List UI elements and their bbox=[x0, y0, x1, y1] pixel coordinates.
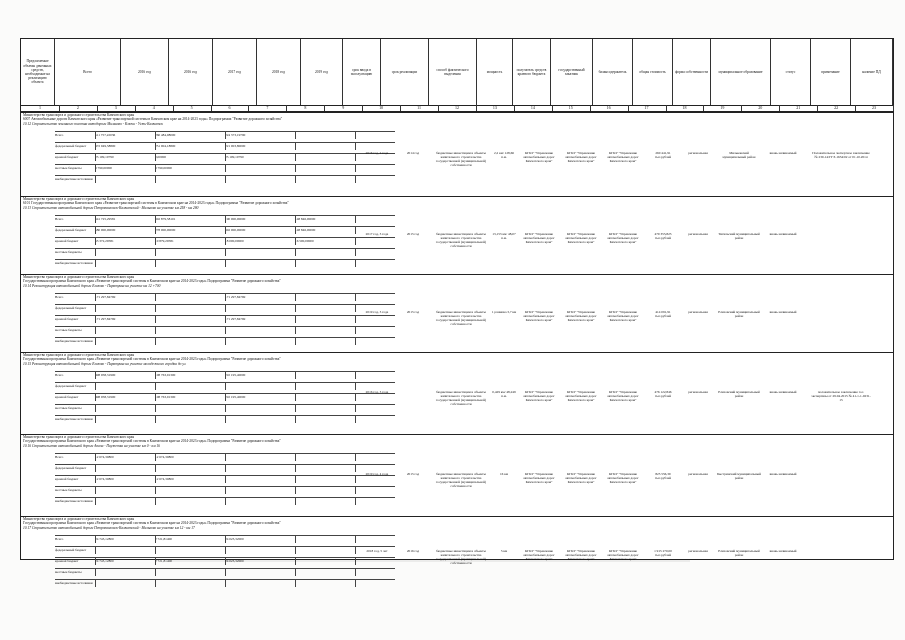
funding-source: местные бюджеты bbox=[55, 406, 82, 410]
funding-row bbox=[55, 404, 395, 412]
funding-source: краевой бюджет bbox=[55, 239, 79, 243]
term-cell: 2016 год, 3 года bbox=[365, 390, 389, 394]
header-cell: примечание bbox=[811, 39, 851, 105]
funding-source: местные бюджеты bbox=[55, 250, 82, 254]
program-line: Государственная программа Камчатского края «Развитие транспортной системы в Камчатском крае на 2014-2023 годы» Подпрограмма "Развитие дорожного хозяйства" bbox=[23, 279, 281, 283]
holder-cell: КГКУ "Управление автомобильных дорог Камчатского края" bbox=[607, 310, 639, 322]
funding-source: внебюджетные источники bbox=[55, 261, 93, 265]
column-number: 7 bbox=[248, 105, 287, 111]
program-line: 6007 Автомобильные дороги Камчатского края «Развитие транспортной системы в Камчатском крае на 2014-2023 годы» Подпрограмма "Развитие дорожного хозяйства" bbox=[23, 117, 283, 121]
municipality-cell: Мильковский муниципальный район bbox=[722, 151, 756, 159]
funding-amount: 0,00000 bbox=[155, 155, 167, 159]
capacity-cell: 16 км bbox=[499, 472, 509, 476]
cost-cell: 260 441,91 тыс.рублей bbox=[654, 151, 672, 159]
funding-row bbox=[55, 215, 395, 223]
holder-cell: КГКУ "Управление автомобильных дорог Камчатского края" bbox=[607, 390, 639, 402]
column-number: 21 bbox=[779, 105, 818, 111]
column-number: 18 bbox=[666, 105, 705, 111]
capacity-cell: 13,153 км/ 48,07 п.м. bbox=[492, 232, 516, 240]
recipient-cell: КГКУ "Управление автомобильных дорог Камчатского края" bbox=[523, 549, 555, 561]
project-title: 10.12 Строительство земляного полотна автодороги Мильково - Ключи - Усть-Камчатск bbox=[23, 122, 163, 126]
customer-cell: КГКУ "Управление автомобильных дорог Камчатского края" bbox=[565, 232, 597, 244]
ministry-line: Министерство транспорта и дорожного строительства Камчатского края bbox=[23, 517, 134, 521]
funding-source: федеральный бюджет bbox=[55, 306, 87, 310]
funding-amount: 16 500,00000 bbox=[295, 239, 314, 243]
holder-cell: КГКУ "Управление автомобильных дорог Камчатского края" bbox=[607, 151, 639, 163]
funding-source: внебюджетные источники bbox=[55, 177, 93, 181]
status-cell: вновь начинаемый bbox=[769, 232, 797, 236]
budget-table bbox=[20, 38, 894, 585]
project-title: 10.15 Реконструкция автомобильной дороги Елизово - Паратунка на участке молодежного городка до ул. bbox=[23, 362, 187, 366]
funding-source: местные бюджеты bbox=[55, 328, 82, 332]
column-number: 19 bbox=[703, 105, 742, 111]
funding-source: местные бюджеты bbox=[55, 488, 82, 492]
status-cell: вновь начинаемый bbox=[769, 549, 797, 553]
customer-cell: КГКУ "Управление автомобильных дорог Камчатского края" bbox=[565, 472, 597, 484]
funding-source: краевой бюджет bbox=[55, 477, 79, 481]
funding-source: Всего bbox=[55, 455, 64, 459]
program-section bbox=[21, 434, 893, 517]
funding-amount: 221 003,80000 bbox=[225, 144, 246, 148]
funding-amount: 148 846,00000 bbox=[295, 228, 316, 232]
term-cell: 2019 год, 3 года bbox=[365, 310, 389, 314]
funding-source: Всего bbox=[55, 217, 64, 221]
column-number: 10 bbox=[362, 105, 401, 111]
header-cell: срок реализации bbox=[381, 39, 429, 105]
program-line: Государственная программа Камчатского края «Развитие транспортной системы в Камчатском крае на 2014-2023 годы» Подпрограмма "Развитие дорожного хозяйства" bbox=[23, 439, 281, 443]
funding-source: Всего bbox=[55, 133, 64, 137]
header-cell: Предлагаемые объемы денежных средств, необходимые на реализацию объекта bbox=[21, 39, 55, 105]
ministry-line: Министерство транспорта и дорожного строительства Камчатского края bbox=[23, 113, 134, 117]
funding-amount: 210 195,40000 bbox=[225, 395, 246, 399]
funding-row bbox=[55, 131, 395, 139]
note-cell: положительное заключение гос. экспертизы от 29.04.2015 № 41-1-1-0231-15 bbox=[811, 390, 871, 402]
method-cell: бюджетные инвестиции в объекты капитального строительства государственной (муниципальной) собственности bbox=[435, 310, 487, 326]
column-number: 20 bbox=[741, 105, 780, 111]
capacity-cell: 0,429 км/ 48,249 п.м. bbox=[492, 390, 516, 398]
customer-cell: КГКУ "Управление автомобильных дорог Камчатского края" bbox=[565, 549, 597, 561]
funding-source: местные бюджеты bbox=[55, 570, 82, 574]
capacity-cell: 2,2 км/ 128,66 п.м. bbox=[494, 151, 514, 159]
funding-amount: 10 879,29581 bbox=[155, 239, 174, 243]
funding-amount: 641 725,29581 bbox=[95, 217, 116, 221]
cost-cell: 1 915 270,00 тыс.рублей bbox=[654, 549, 672, 557]
cost-cell: 476 122,846 тыс.рублей bbox=[654, 390, 672, 398]
column-number: 16 bbox=[590, 105, 629, 111]
funding-amount: 8 790,00000 bbox=[155, 166, 172, 170]
funding-amount: 8 790,00000 bbox=[95, 166, 112, 170]
column-numbers bbox=[21, 105, 893, 112]
funding-amount: 23 109,10790 bbox=[225, 155, 244, 159]
funding-source: внебюджетные источники bbox=[55, 581, 93, 585]
header-cell: способ фактического выделения bbox=[429, 39, 477, 105]
funding-amount: 12 674,30800 bbox=[155, 455, 174, 459]
recipient-cell: КГКУ "Управление автомобильных дорог Камчатского края" bbox=[523, 390, 555, 402]
funding-amount: 24 023,32000 bbox=[225, 559, 244, 563]
status-cell: вновь начинаемый bbox=[769, 310, 797, 314]
program-line: Государственная программа Камчатского края «Развитие транспортной системы в Камчатском крае на 2014-2023 годы» Подпрограмма "Развитие дорожного хозяйства" bbox=[23, 521, 281, 525]
header-cell: 2018 год bbox=[257, 39, 301, 105]
ownership-cell: региональная bbox=[688, 310, 708, 314]
term-cell: 2016 год, 2 года bbox=[365, 151, 389, 155]
funding-source: краевой бюджет bbox=[55, 155, 79, 159]
funding-row bbox=[55, 475, 395, 483]
ownership-cell: региональная bbox=[688, 390, 708, 394]
funding-amount: 171 297,84769 bbox=[225, 317, 246, 321]
column-number: 2 bbox=[59, 105, 98, 111]
recipient-cell: КГКУ "Управление автомобильных дорог Камчатского края" bbox=[523, 310, 555, 322]
column-number: 6 bbox=[211, 105, 250, 111]
funding-row bbox=[55, 464, 395, 472]
note-cell: Положительное экспертное заключение № 230-14/ГГЭ-1634/02 от 01.10.2014 bbox=[812, 151, 870, 159]
header-cell: срок ввода в эксплуатацию bbox=[343, 39, 381, 105]
funding-row bbox=[55, 304, 395, 312]
funding-amount: 171 297,84769 bbox=[95, 317, 116, 321]
header-cell: Всего bbox=[55, 39, 121, 105]
funding-amount: 18 000,00000 bbox=[225, 239, 244, 243]
customer-cell: КГКУ "Управление автомобильных дорог Камчатского края" bbox=[565, 310, 597, 322]
funding-amount: 24 743,12800 bbox=[95, 537, 114, 541]
funding-amount: 511 757,22036 bbox=[95, 133, 116, 137]
funding-row bbox=[55, 382, 395, 390]
funding-amount: 190 000,00000 bbox=[225, 217, 246, 221]
funding-row bbox=[55, 415, 395, 423]
funding-row bbox=[55, 546, 395, 554]
ministry-line: Министерство транспорта и дорожного строительства Камчатского края bbox=[23, 197, 134, 201]
funding-amount: 210 195,40000 bbox=[225, 373, 246, 377]
funding-row bbox=[55, 142, 395, 150]
project-title: 10.16 Строительство автомобильной дороги Апача - Паужетка на участке км 0 - км 16 bbox=[23, 444, 160, 448]
funding-row bbox=[55, 497, 395, 505]
header-cell: 2016 год bbox=[121, 39, 169, 105]
municipality-cell: Тигильский муниципальный район bbox=[718, 232, 760, 240]
funding-source: федеральный бюджет bbox=[55, 228, 87, 232]
funding-amount: 24 743,12800 bbox=[95, 559, 114, 563]
ministry-line: Министерство транспорта и дорожного строительства Камчатского края bbox=[23, 275, 134, 279]
funding-amount: 498 958,31900 bbox=[95, 395, 116, 399]
term-cell: 2017 год, 3 года bbox=[365, 232, 389, 236]
term-cell: 2018 год, 5 лет bbox=[366, 549, 388, 553]
program-section bbox=[21, 274, 893, 353]
funding-amount: 171 297,84769 bbox=[95, 295, 116, 299]
ownership-cell: региональная bbox=[688, 151, 708, 155]
table-header bbox=[21, 39, 893, 106]
header-cell: муниципальное образование bbox=[711, 39, 771, 105]
municipality-cell: Елизовский муниципальный район bbox=[718, 549, 760, 557]
funding-row bbox=[55, 535, 395, 543]
header-cell: государственный заказчик bbox=[551, 39, 593, 105]
funding-amount: 251 904,18800 bbox=[155, 144, 176, 148]
column-number: 12 bbox=[438, 105, 477, 111]
funding-amount: 224 373,19790 bbox=[225, 133, 246, 137]
program-section bbox=[21, 196, 893, 275]
period-cell: 2015 год bbox=[406, 472, 420, 476]
column-number: 9 bbox=[324, 105, 363, 111]
funding-source: федеральный бюджет bbox=[55, 548, 87, 552]
column-number: 8 bbox=[286, 105, 325, 111]
funding-amount: 108 763,91300 bbox=[155, 395, 176, 399]
program-section bbox=[21, 352, 893, 435]
capacity-cell: 1 развязка 3,7 км bbox=[491, 310, 517, 314]
capacity-cell: 5 км bbox=[500, 549, 508, 553]
project-title: 10.14 Реконструкция автомобильной дороги Елизово - Паратунка на участке км 12 +700 bbox=[23, 284, 161, 288]
funding-row bbox=[55, 153, 395, 161]
funding-amount: 498 958,31900 bbox=[95, 373, 116, 377]
funding-source: внебюджетные источники bbox=[55, 339, 93, 343]
header-cell: балансодержатель bbox=[593, 39, 633, 105]
ministry-line: Министерство транспорта и дорожного строительства Камчатского края bbox=[23, 353, 134, 357]
holder-cell: КГКУ "Управление автомобильных дорог Камчатского края" bbox=[607, 232, 639, 244]
funding-row bbox=[55, 568, 395, 576]
program-section bbox=[21, 516, 893, 589]
period-cell: 2015 год bbox=[406, 310, 420, 314]
cost-cell: 479 355,823 тыс.рублей bbox=[654, 232, 672, 240]
funding-source: Всего bbox=[55, 295, 64, 299]
recipient-cell: КГКУ "Управление автомобильных дорог Камчатского края" bbox=[523, 232, 555, 244]
funding-amount: 2 721,81400 bbox=[155, 537, 172, 541]
funding-amount: 302 000,00000 bbox=[225, 228, 246, 232]
funding-amount: 24 023,32000 bbox=[225, 537, 244, 541]
customer-cell: КГКУ "Управление автомобильных дорог Камчатского края" bbox=[565, 390, 597, 402]
column-number: 4 bbox=[135, 105, 174, 111]
funding-row bbox=[55, 248, 395, 256]
recipient-cell: КГКУ "Управление автомобильных дорог Камчатского края" bbox=[523, 151, 555, 163]
funding-row bbox=[55, 164, 395, 172]
column-number: 1 bbox=[21, 105, 60, 111]
funding-amount: 580 000,00000 bbox=[95, 228, 116, 232]
funding-row bbox=[55, 226, 395, 234]
funding-row bbox=[55, 337, 395, 345]
funding-amount: 12 674,30800 bbox=[95, 455, 114, 459]
funding-source: местные бюджеты bbox=[55, 166, 82, 170]
funding-amount: 260 484,08000 bbox=[155, 133, 176, 137]
funding-row bbox=[55, 259, 395, 267]
funding-amount: 302 879,58101 bbox=[155, 217, 176, 221]
funding-row bbox=[55, 453, 395, 461]
column-number: 14 bbox=[514, 105, 553, 111]
header-cell: статус bbox=[771, 39, 811, 105]
funding-amount: 278 000,00000 bbox=[155, 228, 176, 232]
header-cell: общая стоимость bbox=[633, 39, 673, 105]
method-cell: бюджетные инвестиции в объекты капитального строительства государственной (муниципальной) собственности bbox=[435, 390, 487, 406]
funding-row bbox=[55, 371, 395, 379]
cost-cell: 414 091,91 тыс.рублей bbox=[654, 310, 672, 318]
header-cell: форма собственности bbox=[673, 39, 711, 105]
period-cell: 2016 год bbox=[406, 549, 420, 553]
status-cell: вновь начинаемый bbox=[769, 390, 797, 394]
funding-source: Всего bbox=[55, 537, 64, 541]
project-title: 10.13 Строительство автомобильной дороги Петропавловск-Камчатский - Мильково на участке км 258 - км 280 bbox=[23, 206, 199, 210]
header-cell: 2017 год bbox=[213, 39, 257, 105]
column-number: 23 bbox=[855, 105, 894, 111]
funding-source: федеральный бюджет bbox=[55, 144, 87, 148]
funding-source: внебюджетные источники bbox=[55, 417, 93, 421]
funding-row bbox=[55, 293, 395, 301]
funding-amount: 171 297,84769 bbox=[225, 295, 246, 299]
header-cell: 2016 год bbox=[169, 39, 213, 105]
header-cell: 2019 год bbox=[301, 39, 343, 105]
column-number: 13 bbox=[476, 105, 515, 111]
municipality-cell: Елизовский муниципальный район bbox=[718, 310, 760, 318]
funding-source: Всего bbox=[55, 373, 64, 377]
program-section bbox=[21, 112, 893, 197]
column-number: 17 bbox=[628, 105, 667, 111]
funding-source: краевой бюджет bbox=[55, 395, 79, 399]
funding-amount: 23 109,10790 bbox=[95, 155, 114, 159]
method-cell: бюджетные инвестиции в объекты капитального строительства государственной (муниципальной) собственности bbox=[435, 151, 487, 167]
funding-source: федеральный бюджет bbox=[55, 466, 87, 470]
term-cell: 2019 год, 4 года bbox=[365, 472, 389, 476]
funding-row bbox=[55, 175, 395, 183]
funding-amount: 12 674,30800 bbox=[95, 477, 114, 481]
holder-cell: КГКУ "Управление автомобильных дорог Камчатского края" bbox=[607, 549, 639, 561]
funding-row bbox=[55, 393, 395, 401]
ownership-cell: региональная bbox=[688, 232, 708, 236]
column-number: 22 bbox=[817, 105, 856, 111]
method-cell: бюджетные инвестиции в объекты капитального строительства государственной (муниципальной) собственности bbox=[435, 549, 487, 565]
funding-row bbox=[55, 486, 395, 494]
ownership-cell: региональная bbox=[688, 549, 708, 553]
funding-row bbox=[55, 326, 395, 334]
column-number: 3 bbox=[97, 105, 136, 111]
recipient-cell: КГКУ "Управление автомобильных дорог Камчатского края" bbox=[523, 472, 555, 484]
funding-source: краевой бюджет bbox=[55, 559, 79, 563]
method-cell: бюджетные инвестиции в объекты капитального строительства государственной (муниципальной) собственности bbox=[435, 472, 487, 488]
funding-amount: 472 949,58800 bbox=[95, 144, 116, 148]
header-cell: наличие ПД bbox=[851, 39, 893, 105]
funding-amount: 12 674,30800 bbox=[155, 477, 174, 481]
status-cell: вновь начинаемый bbox=[769, 472, 797, 476]
funding-source: внебюджетные источники bbox=[55, 499, 93, 503]
holder-cell: КГКУ "Управление автомобильных дорог Камчатского края" bbox=[607, 472, 639, 484]
column-number: 5 bbox=[173, 105, 212, 111]
project-title: 10.17 Строительство автомобильной дороги Петропавловск-Камчатский - Мильково на участке км 12 - км 17 bbox=[23, 526, 195, 530]
funding-row bbox=[55, 579, 395, 587]
header-cell: мощность bbox=[477, 39, 513, 105]
funding-amount: 148 846,00000 bbox=[295, 217, 316, 221]
funding-row bbox=[55, 315, 395, 323]
municipality-cell: Быстринский муниципальный район bbox=[717, 472, 761, 480]
funding-amount: 63 372,29581 bbox=[95, 239, 114, 243]
funding-amount: 2 721,81400 bbox=[155, 559, 172, 563]
funding-source: краевой бюджет bbox=[55, 317, 79, 321]
customer-cell: КГКУ "Управление автомобильных дорог Камчатского края" bbox=[565, 151, 597, 163]
program-line: Государственная программа Камчатского края «Развитие транспортной системы в Камчатском крае на 2014-2023 годы» Подпрограмма "Развитие дорожного хозяйства" bbox=[23, 357, 281, 361]
municipality-cell: Елизовский муниципальный район bbox=[718, 390, 760, 398]
period-cell: 2014 год bbox=[406, 151, 420, 155]
period-cell: 2015 год bbox=[406, 232, 420, 236]
column-number: 11 bbox=[400, 105, 439, 111]
ministry-line: Министерство транспорта и дорожного строительства Камчатского края bbox=[23, 435, 134, 439]
funding-row bbox=[55, 237, 395, 245]
column-number: 15 bbox=[552, 105, 591, 111]
method-cell: бюджетные инвестиции в объекты капитального строительства государственной (муниципальной) собственности bbox=[435, 232, 487, 248]
program-line: 6101 Государственная программа Камчатского края «Развитие транспортной системы в Камчатском крае на 2014-2023 годы» Подпрограмма "Развитие дорожного хозяйства" bbox=[23, 201, 289, 205]
funding-amount: 108 763,91300 bbox=[155, 373, 176, 377]
header-cell: получатель средств краевого бюджета bbox=[513, 39, 551, 105]
status-cell: вновь начинаемый bbox=[769, 151, 797, 155]
cost-cell: 825 556,39 тыс.рублей bbox=[654, 472, 672, 480]
funding-source: федеральный бюджет bbox=[55, 384, 87, 388]
ownership-cell: региональная bbox=[688, 472, 708, 476]
